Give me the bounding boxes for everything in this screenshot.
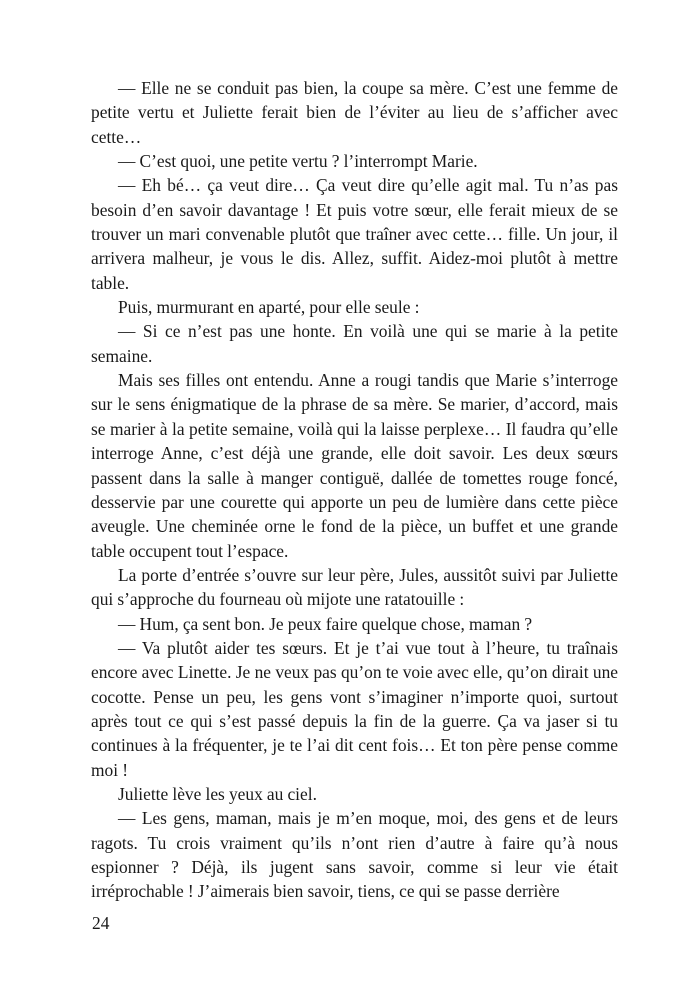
- paragraph: — Va plutôt aider tes sœurs. Et je t’ai vue tout à l’heure, tu traînais encore avec Linette. Je ne veux pas qu’on te voie avec elle, qu’on dirait une cocotte. Pense un peu, les gens vont s’imaginer n’importe quoi, surtout après tout ce qui s’est passé depuis la fin de la guerre. Ça va jaser si tu continues à la fréquenter, je te l’ai dit cent fois… Et ton père pense comme moi !: [91, 637, 618, 780]
- paragraph: — Elle ne se conduit pas bien, la coupe sa mère. C’est une femme de petite vertu et Juliette ferait bien de l’éviter au lieu de s’afficher avec cette…: [91, 78, 618, 147]
- page-number: 24: [92, 913, 110, 933]
- paragraph: — Les gens, maman, mais je m’en moque, moi, des gens et de leurs ragots. Tu crois vraiment qu’ils n’ont rien d’autre à faire qu’à nous espionner ? Déjà, ils jugent sans savoir, comme si leur vie était irréprochable ! J’aimerais bien savoir, tiens, ce qui se passe derrière: [91, 808, 618, 902]
- paragraph: — Eh bé… ça veut dire… Ça veut dire qu’elle agit mal. Tu n’as pas besoin d’en savoir davantage ! Et puis votre sœur, elle ferait mieux de se trouver un mari convenable plutôt que traîner avec cette… fille. Un jour, il arrivera malheur, je vous le dis. Allez, suffit. Aidez-moi plutôt à mettre table.: [91, 175, 618, 293]
- body-text: [91, 76, 618, 904]
- paragraph: Puis, murmurant en aparté, pour elle seule :: [118, 297, 420, 318]
- paragraph: — C’est quoi, une petite vertu ? l’interrompt Marie.: [118, 151, 478, 172]
- paragraph: La porte d’entrée s’ouvre sur leur père, Jules, aussitôt suivi par Juliette qui s’approche du fourneau où mijote une ratatouille :: [91, 564, 618, 610]
- paragraph: Mais ses filles ont entendu. Anne a rougi tandis que Marie s’interroge sur le sens énigmatique de la phrase de sa mère. Se marier, d’accord, mais se marier à la petite semaine, voilà qui la laisse perplexe… Il faudra qu’elle interroge Anne, c’est déjà une grande, elle doit savoir. Les deux sœurs passent dans la salle à manger contiguë, dallée de tomettes rouge foncé, desservie par une courette qui apporte un peu de lumière dans cette pièce aveugle. Une cheminée orne le fond de la pièce, un buffet et une grande table occupent tout l’espace.: [91, 370, 618, 561]
- paragraph: — Si ce n’est pas une honte. En voilà une qui se marie à la petite semaine.: [91, 321, 618, 366]
- paragraph: Juliette lève les yeux au ciel.: [118, 783, 317, 804]
- paragraph: — Hum, ça sent bon. Je peux faire quelque chose, maman ?: [118, 613, 533, 634]
